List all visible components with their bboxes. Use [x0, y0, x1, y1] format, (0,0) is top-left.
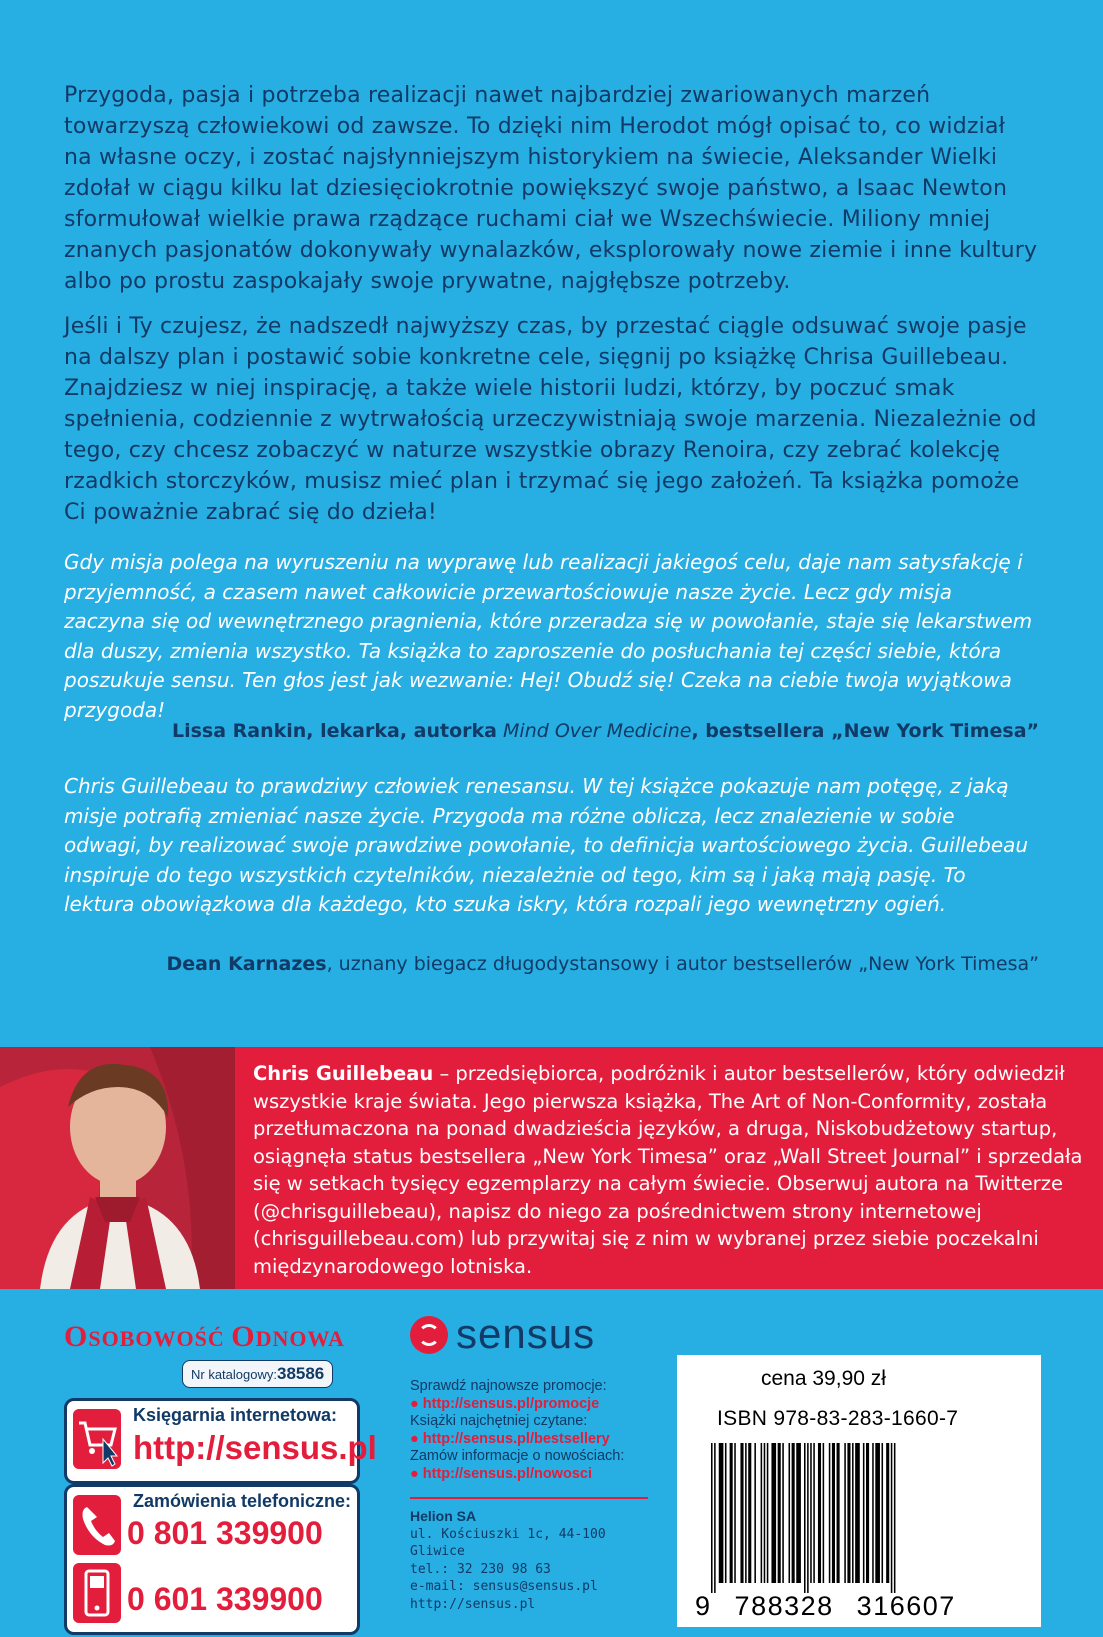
- publisher-info: Helion SA ul. Kościuszki 1c, 44-100 Gliwice tel.: 32 230 98 63 e-mail: sensus@sensus.pl http://sensus.pl: [410, 1508, 660, 1614]
- endorsement-attribution: Lissa Rankin, lekarka, autorka Mind Over Medicine, bestsellera „New York Timesa”: [171, 720, 1039, 742]
- mobile-phone-icon: [73, 1563, 121, 1623]
- divider: [410, 1497, 648, 1499]
- news-link[interactable]: ● http://sensus.pl/nowosci: [410, 1466, 658, 1484]
- online-shop-box[interactable]: [64, 1398, 377, 1484]
- telephone-icon: [73, 1495, 121, 1555]
- barcode-panel: [677, 1355, 1041, 1627]
- description-paragraph: Jeśli i Ty czujesz, że nadszedł najwyższy czas, by przestać ciągle odsuwać swoje pasje na dalszy plan i postawić sobie konkretne cele, sięgnij po książkę Chrisa Guillebeau. Znajdziesz w niej inspirację, a także wiele historii ludzi, którzy, by poczuć smak spełnienia, codziennie z wytrwałością urzeczywistniają swoje marzenia. Niezależnie od tego, czy chcesz zobaczyć w naturze wszystkie obrazy Renoira, czy zebrać kolekcję rzadkich storczyków, musisz mieć plan i trzymać się jego założeń. Ta książka pomoże Ci poważnie zabrać się do dzieła!: [64, 314, 1037, 525]
- ean-digits: 9 788328 316607: [695, 1591, 956, 1621]
- phone-number-mobile[interactable]: 0 601 339900: [127, 1581, 323, 1617]
- endorsement-quote: Chris Guillebeau to prawdziwy człowiek renesansu. W tej książce pokazuje nam potęgę, z jaką misje potrafią zmieniać nasze życie. Przygoda ma różne oblicza, lecz znalezienie w sobie odwagi, by realizować swoje prawdziwe powołanie, to definicja wartościowego życia. Guillebeau inspiruje do tego wszystkich czytelników, niezależnie od tego, kim są i jaką mają pasję. To lektura obowiązkowa dla każdego, kto szuka iskry, która rozpali jego wewnętrzny ogień.: [64, 774, 1029, 916]
- promo-link[interactable]: ● http://sensus.pl/promocje: [410, 1396, 658, 1414]
- series-logo: OSOBOWOŚĆ ODNOWA: [64, 1320, 345, 1353]
- publisher-website[interactable]: http://sensus.pl: [410, 1596, 536, 1612]
- shopping-cart-icon: [73, 1409, 121, 1469]
- bestsellers-link[interactable]: ● http://sensus.pl/bestsellery: [410, 1431, 658, 1449]
- phone-number-landline[interactable]: 0 801 339900: [127, 1515, 323, 1551]
- endorsement-attribution: Dean Karnazes, uznany biegacz długodystansowy i autor bestsellerów „New York Timesa”: [166, 953, 1039, 975]
- back-cover: Przygoda, pasja i potrzeba realizacji nawet najbardziej zwariowanych marzeń towarzyszą człowiekowi od zawsze. To dzięki nim Herodot mógł opisać to, co widział na własne oczy, i zostać najsłynniejszym historykiem na świecie, Aleksander Wielki zdołał w ciągu kilku lat dziesięciokrotnie powiększyć swoje państwo, a Isaac Newton sformułował wielkie prawa rządzące ruchami ciał we Wszechświecie. Miliony mniej znanych pasjonatów dokonywały wynalazków, eksplorowały nowe ziemie i inne kultury albo po prostu zaspokajały swoje prywatne, najgłębsze potrzeby. Jeśli i Ty czujesz, że nadszedł najwyższy czas, by przestać ciągle odsuwać swoje pasje na dalszy plan i postawić sobie konkretne cele, sięgnij po książkę Chrisa Guillebeau. Znajdziesz w niej inspirację, a także wiele historii ludzi, którzy, by poczuć smak spełnienia, codziennie z wytrwałością urzeczywistniają swoje marzenia. Niezależnie od tego, czy chcesz zobaczyć w naturze wszystkie obrazy Renoira, czy zebrać kolekcję rzadkich storczyków, musisz mieć plan i trzymać się jego założeń. Ta książka pomoże Ci poważnie zabrać się do dzieła! Gdy misja polega na wyruszeniu na wyprawę lub realizacji jakiegoś celu, daje nam satysfakcję i przyjemność, a czasem nawet całkowicie przewartościowuje nasze życie. Lecz gdy misja zaczyna się od wewnętrznego pragnienia, które przeradza się w powołanie, staje się lekarstwem dla duszy, zmienia wszystko. Ta książka to zaproszenie do posłuchania tej części siebie, która poszukuje sensu. Ten głos jest jak wezwanie: Hej! Obudź się! Czeka na ciebie twoja wyjątkowa przygoda! Lissa Rankin, lekarka, autorka Mind Over Medicine, bestsellera „New York Timesa” Chris Guillebeau to prawdziwy człowiek renesansu. W tej książce pokazuje nam potęgę, z jaką misje potrafią zmieniać nasze życie. Przygoda ma różne oblicza, lecz znalezienie w sobie odwagi, by realizować swoje prawdziwe powołanie, to definicja wartościowego życia. Guillebeau inspiruje do tego wszystkich czytelników, niezależnie od tego, kim są i jaką mają pasję. To lektura obowiązkowa dla każdego, kto szuka iskry, która rozpali jego wewnętrzny ogień. Dean Karnazes, uznany biegacz długodystansowy i autor bestsellerów „New York Timesa” Chris Guillebeau – przedsiębiorca, podróżnik i autor bestsellerów, który odwiedził wszystkie kraje świata. Jego pierwsza książka, The Art of Non-Conformity, została przetłumaczona na ponad dwadzieścia języków, a druga, Niskobudżetowy startup, osiągnęła status bestsellera „New York Timesa” oraz „Wall Street Journal” i sprzedała się w setkach tysięcy egzemplarzy na całym świecie. Obserwuj autora na Twitterze (@chrisguillebeau), napisz do niego za pośrednictwem strony internetowej (chrisguillebeau.com) lub przywitaj się z nim w wybranej przez siebie poczekalni międzynarodowego lotniska. OSOBOWOŚĆ ODNOWA Nr katalogowy:38586 Księgarnia internetowa: http://sensus.pl Zamówienia telefoniczne: 0 801 339900 0 601 339900 sensus Sprawdź najnowsze promocje: ● http://sensus.pl/promocje Książki najchętniej czytane: ● http://sensus.pl/bestsellery Zamów informacje o nowościach: ● http://sensus.pl/nowosci Helion SA ul. Kościuszki 1c, 44-100 Gliwice tel.: 32 230 98 63 e-mail: sensus@sensus.pl http://sensus.pl cena 39,90 zł ISBN 978-83-283-1660-7 9 788328 316607: [0, 0, 1103, 1637]
- publisher-email[interactable]: e-mail: sensus@sensus.pl: [410, 1579, 598, 1595]
- promo-links: Sprawdź najnowsze promocje: ● http://sensus.pl/promocje Książki najchętniej czytane: ● http://sensus.pl/bestsellery Zamów informacje o nowościach: ● http://sensus.pl/nowosci: [410, 1378, 658, 1483]
- catalog-number: Nr katalogowy:38586: [182, 1360, 333, 1388]
- description-paragraph: Przygoda, pasja i potrzeba realizacji nawet najbardziej zwariowanych marzeń towarzyszą człowiekowi od zawsze. To dzięki nim Herodot mógł opisać to, co widział na własne oczy, i zostać najsłynniejszym historykiem na świecie, Aleksander Wielki zdołał w ciągu kilku lat dziesięciokrotnie powiększyć swoje państwo, a Isaac Newton sformułował wielkie prawa rządzące ruchami ciał we Wszechświecie. Miliony mniej znanych pasjonatów dokonywały wynalazków, eksplorowały nowe ziemie i inne kultury albo po prostu zaspokajały swoje prywatne, najgłębsze potrzeby.: [64, 83, 1038, 294]
- endorsement-quote: Gdy misja polega na wyruszeniu na wyprawę lub realizacji jakiegoś celu, daje nam satysfakcję i przyjemność, a czasem nawet całkowicie przewartościowuje nasze życie. Lecz gdy misja zaczyna się od wewnętrznego pragnienia, które przeradza się w powołanie, staje się lekarstwem dla duszy, zmienia wszystko. Ta książka to zaproszenie do posłuchania tej części siebie, która poszukuje sensu. Ten głos jest jak wezwanie: Hej! Obudź się! Czeka na ciebie twoja wyjątkowa przygoda!: [64, 550, 1033, 722]
- barcode: [709, 1443, 1009, 1593]
- shop-url-link[interactable]: http://sensus.pl: [133, 1429, 377, 1466]
- phone-order-title: Zamówienia telefoniczne:: [133, 1491, 352, 1511]
- price-label: cena 39,90 zł: [761, 1367, 886, 1390]
- author-name: Chris Guillebeau: [253, 1062, 434, 1085]
- sensus-logo-icon: [410, 1316, 448, 1354]
- phone-order-box: [64, 1484, 360, 1635]
- shop-title: Księgarnia internetowa:: [133, 1405, 338, 1425]
- book-description: [64, 80, 1039, 542]
- isbn-label: ISBN 978-83-283-1660-7: [717, 1407, 959, 1430]
- author-bio: Chris Guillebeau – przedsiębiorca, podróżnik i autor bestsellerów, który odwiedził wszystkie kraje świata. Jego pierwsza książka, The Art of Non-Conformity, została przetłumaczona na ponad dwadzieścia języków, a druga, Niskobudżetowy startup, osiągnęła status bestsellera „New York Timesa” oraz „Wall Street Journal” i sprzedała się w setkach tysięcy egzemplarzy na całym świecie. Obserwuj autora na Twitterze (@chrisguillebeau), napisz do niego za pośrednictwem strony internetowej (chrisguillebeau.com) lub przywitaj się z nim w wybranej przez siebie poczekalni międzynarodowego lotniska.: [253, 1062, 1083, 1278]
- author-photo: [0, 1047, 235, 1289]
